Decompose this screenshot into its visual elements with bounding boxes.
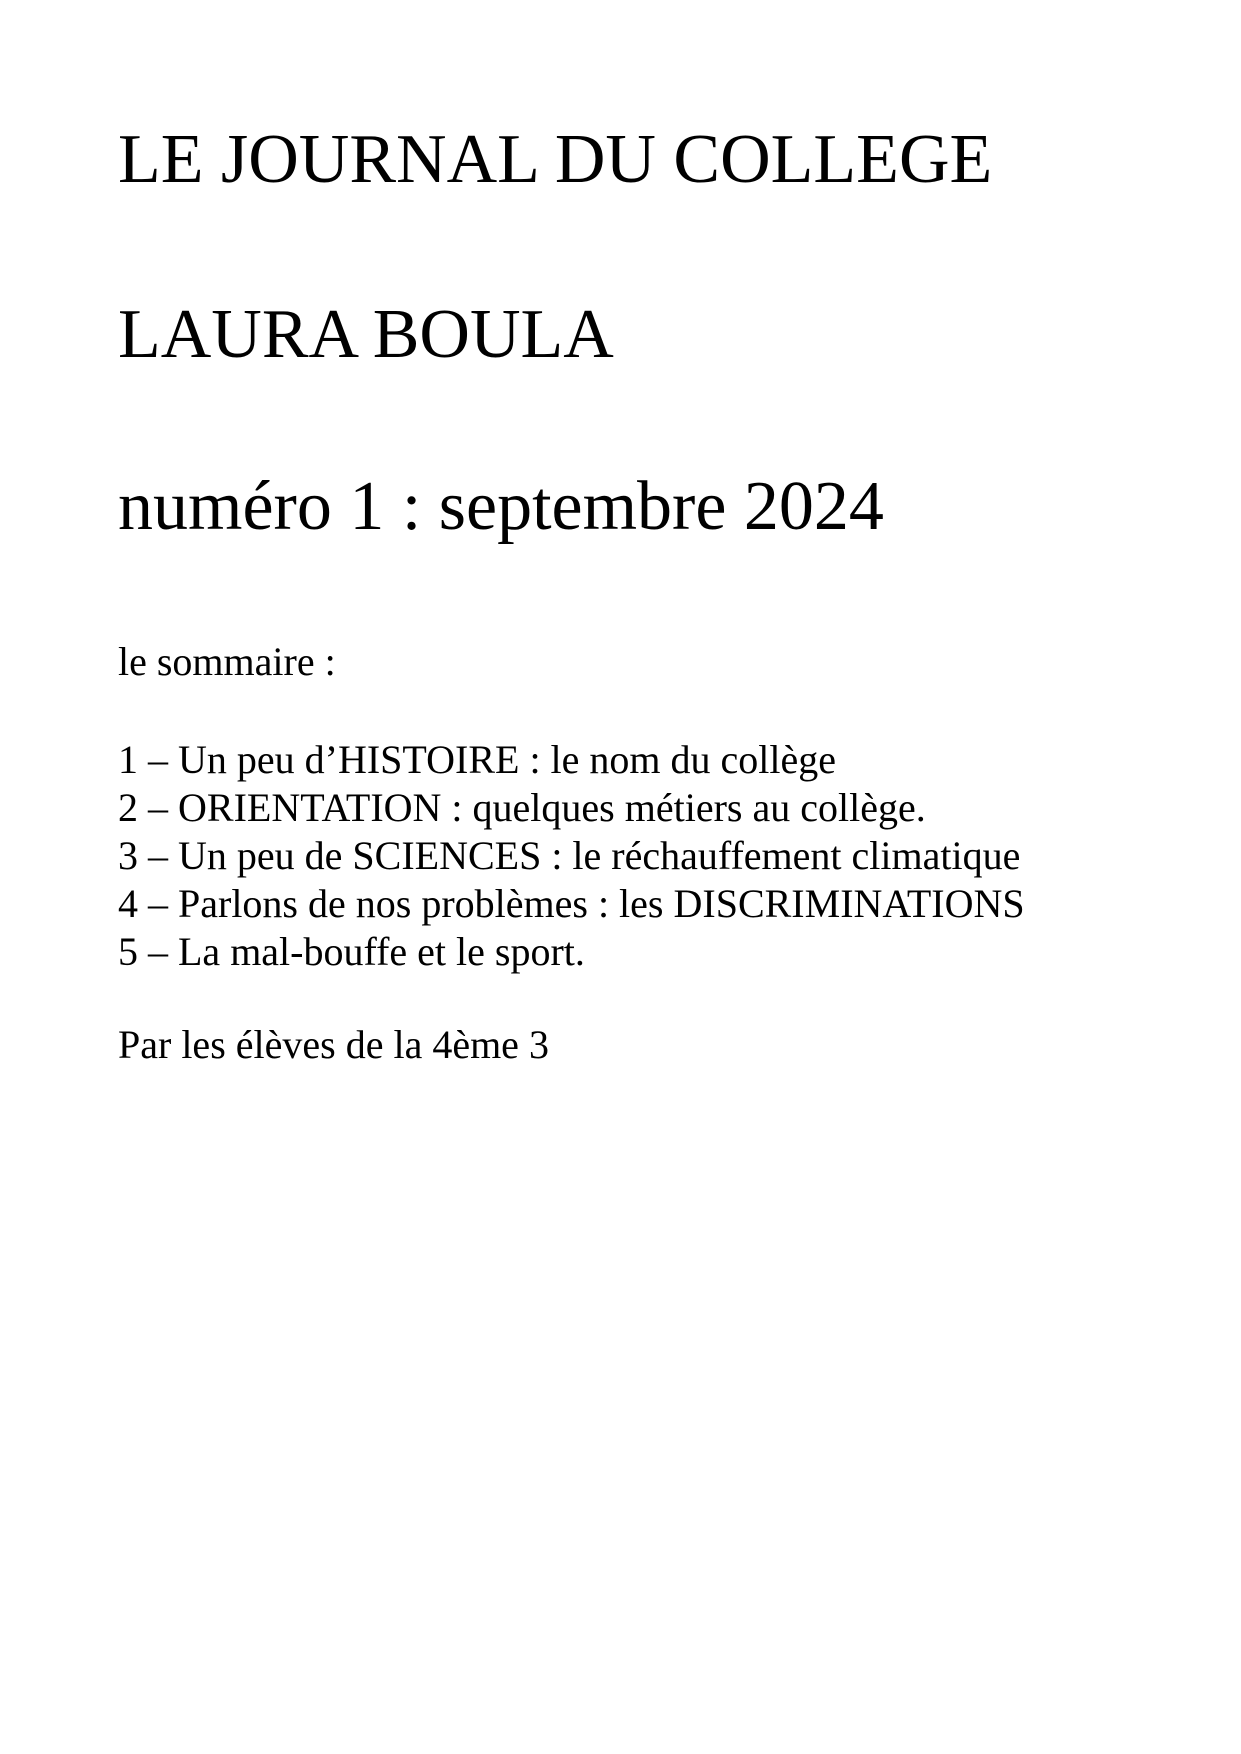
toc-item-3: 3 – Un peu de SCIENCES : le réchauffement climatique — [118, 833, 1021, 878]
author-name: LAURA BOULA — [118, 296, 614, 373]
toc-item-2: 2 – ORIENTATION : quelques métiers au collège. — [118, 785, 926, 830]
journal-title: LE JOURNAL DU COLLEGE — [118, 121, 993, 198]
issue-date: numéro 1 : septembre 2024 — [118, 468, 884, 545]
credit-line: Par les élèves de la 4ème 3 — [118, 1022, 549, 1067]
table-of-contents — [118, 736, 1025, 976]
toc-item-5: 5 – La mal-bouffe et le sport. — [118, 929, 585, 974]
toc-item-1: 1 – Un peu d’HISTOIRE : le nom du collège — [118, 737, 837, 782]
summary-heading: le sommaire : — [118, 639, 336, 684]
toc-item-4: 4 – Parlons de nos problèmes : les DISCRIMINATIONS — [118, 881, 1025, 926]
